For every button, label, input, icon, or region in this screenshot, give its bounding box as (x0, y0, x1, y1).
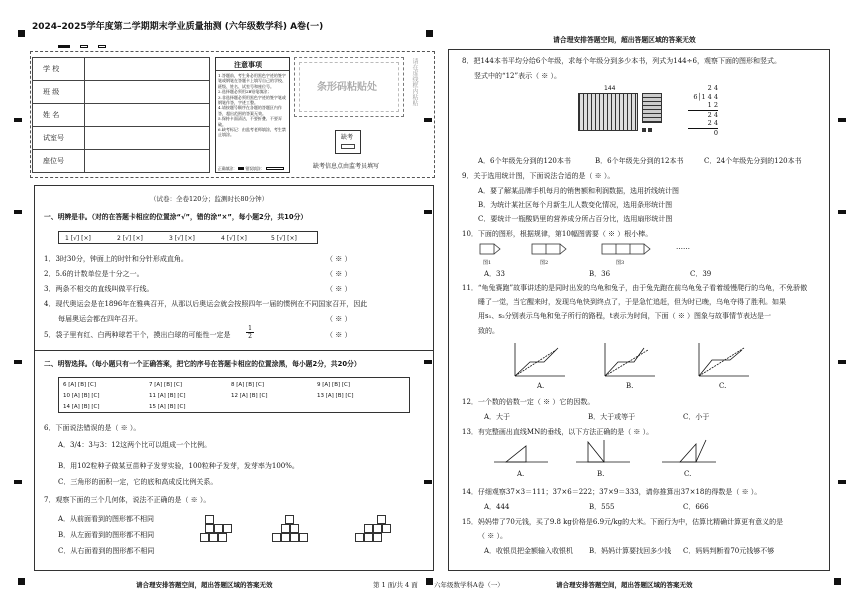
section1-bubbles (58, 231, 318, 244)
timing-mark (838, 210, 846, 214)
q14-option-a: A．444 (484, 503, 510, 511)
q15-option-a: A．收银员把金额输入收银机 (484, 547, 574, 555)
q10-pattern-figure (478, 238, 798, 270)
q12-option-b: B．大于或等于 (588, 413, 636, 421)
bubble-q3[interactable]: 3 [√] [×] (169, 235, 195, 242)
bubble-q2[interactable]: 2 [√] [×] (117, 235, 143, 242)
pattern-fig1 (480, 244, 500, 254)
q8-block-figure (574, 84, 674, 146)
q13-figure-a (492, 436, 552, 466)
name-label: 姓 名 (33, 104, 85, 127)
q11-graph-b (600, 340, 660, 380)
notice-item: 3.非选择题必须用黑色字迹的签字笔或钢笔作答，字迹工整。 (218, 94, 286, 106)
q11-graph-c (694, 340, 754, 380)
q9-option-b: B．为统计某社区每个月新生儿人数变化情况，选用条形统计图 (478, 201, 673, 209)
q8-option-a: A．6个年级先分到的120本书 (478, 157, 571, 165)
timing-mark (424, 210, 432, 214)
registration-mark (18, 30, 25, 37)
q10-option-b: B．36 (589, 270, 611, 278)
bubble-q11[interactable]: 11 [A] [B] [C] (149, 393, 186, 399)
absent-box (335, 130, 361, 154)
notice-item: 2.选择题必须用2B铅笔填涂； (218, 89, 272, 95)
barcode-area (294, 57, 404, 117)
q8-option-c: C．24个年级先分到的120本书 (704, 157, 802, 165)
school-label: 学 校 (33, 58, 85, 81)
q12-option-a: A．大于 (484, 413, 511, 421)
notice-item: 1.答题前，考生务必用黑色字迹的签字笔或钢笔在答题卡上填写自己的学校、班级、姓名、试室号和座位号。 (218, 73, 286, 89)
q6-option-a: A．3/4：3与3：12这两个比可以组成一个比例。 (58, 441, 212, 449)
q3-text: 3．两条不相交的直线叫做平行线。 (44, 285, 154, 293)
q13-option-a: A. (517, 470, 525, 478)
school-input[interactable] (85, 58, 210, 81)
q15-text-cont: （ ※ ）。 (478, 532, 507, 540)
footer-paper-name: 六年级数学科A卷（一） (434, 581, 504, 589)
notice-title: 注意事项 (234, 60, 262, 69)
q2-text: 2．5.6的计数单位是十分之一。 (44, 270, 144, 278)
q8-option-b: B．6个年级先分到的12本书 (595, 157, 684, 165)
footer-left-notice: 请合理安排答题空间，超出答题区域的答案无效 (136, 581, 273, 589)
bubble-q7[interactable]: 7 [A] [B] [C] (149, 382, 182, 388)
footer-page-number: 第 1 面/共 4 面 (373, 581, 418, 589)
bubble-q8[interactable]: 8 [A] [B] [C] (231, 382, 264, 388)
room-label: 试室号 (33, 127, 85, 150)
q4-text: 4．现代奥运会是在1896年在雅典召开，从那以后奥运会就会按照四年一届的惯例在不同国家召开，因此 (44, 300, 368, 308)
wrong-fill-label: 错误填涂： (245, 166, 265, 171)
bubble-q9[interactable]: 9 [A] [B] [C] (317, 382, 350, 388)
cube-figure-2 (272, 515, 332, 555)
room-input[interactable] (85, 127, 210, 150)
q14-text: 14．仔细观察37×3＝111；37×6＝222；37×9＝333，请你推算出37×18的得数是（ ※ ）。 (462, 488, 762, 496)
class-input[interactable] (85, 81, 210, 104)
notice-item: 5.保持卡面清洁，不要折叠、不要弄破。 (218, 116, 282, 127)
seat-label: 座位号 (33, 150, 85, 173)
q13-option-c: C. (684, 470, 692, 478)
correct-fill-label: 正确填涂： (218, 166, 237, 171)
q3-mark: （ ※ ） (326, 285, 352, 293)
timing-mark (14, 360, 22, 364)
section2-title: 二、明智选择。（每小题只有一个正确答案，把它的序号在答题卡相应的位置涂黑，每小题2分，共20分） (44, 360, 361, 368)
timing-mark (14, 210, 22, 214)
q11-option-c: C. (719, 382, 727, 390)
q7-option-a: A．从前面看到的图形都不相同 (58, 515, 155, 523)
registration-mark (18, 578, 25, 585)
name-input[interactable] (85, 104, 210, 127)
bubble-q15[interactable]: 15 [A] [B] [C] (149, 404, 186, 410)
absent-note: 缺考信息点由监考员填写 (313, 163, 380, 170)
timing-mark (838, 360, 846, 364)
q5-fraction: 1 2 (246, 325, 254, 340)
info-row-name (33, 104, 210, 127)
q10-ellipsis: …… (676, 243, 690, 251)
timing-mark (424, 480, 432, 484)
wrong-fill-sample (266, 167, 284, 170)
pattern-fig2 (532, 244, 566, 254)
class-label: 班 级 (33, 81, 85, 104)
q6-option-c: C．三角形的面积一定，它的底和高成反比例关系。 (58, 478, 218, 486)
absent-label: 缺考 (341, 134, 354, 141)
bubble-q5[interactable]: 5 [√] [×] (271, 235, 297, 242)
q5-text: 5．袋子里有红、白两种球若干个，摸出白球的可能性一定是 (44, 331, 231, 339)
info-row-seat (33, 150, 210, 173)
q11-graph-a (510, 340, 570, 380)
bubble-q12[interactable]: 12 [A] [B] [C] (231, 393, 268, 399)
timing-mark (14, 118, 22, 122)
q11-text-cont1: 睡了一觉，当它醒来时，发现乌龟快到终点了，于是急忙追赶，但为时已晚，乌龟夺得了胜利。如果 (478, 298, 786, 306)
notice-item: 6.缺考标记：由监考老师填涂，考生禁止填涂。 (218, 127, 286, 138)
page-title: 2024–2025学年度第二学期期末学业质量抽测 (六年级数学科) A卷(一) (32, 22, 324, 32)
q4-text-cont: 每届奥运会都在四年召开。 (58, 315, 142, 323)
q11-option-b: B. (626, 382, 634, 390)
timing-mark (424, 360, 432, 364)
q11-option-a: A. (537, 382, 545, 390)
bubble-q10[interactable]: 10 [A] [B] [C] (63, 393, 100, 399)
q13-figure-b (574, 436, 634, 466)
registration-mark (834, 578, 841, 585)
q9-option-c: C．要统计一瓶酸奶里的营养成分所占百分比，选用扇形统计图 (478, 215, 673, 223)
q9-option-a: A．要了解某品牌手机每月的销售额和利润数据，选用折线统计图 (478, 187, 680, 195)
info-row-school (33, 58, 210, 81)
id-marks (58, 45, 108, 49)
registration-mark (426, 30, 433, 37)
notice-box (215, 57, 290, 173)
cube-figure-3 (355, 515, 415, 555)
seat-input[interactable] (85, 150, 210, 173)
q13-option-b: B. (597, 470, 605, 478)
pattern-fig3 (602, 244, 650, 254)
q13-text: 13．有完整画出直线MN的垂线，以下方法正确的是（ ※ ）。 (462, 428, 654, 436)
q13-figure-c (660, 436, 720, 466)
q11-text-cont2: 用s₁、s₂分别表示乌龟和兔子所行的路程，t表示为时间，下面（ ※ ）图象与故事情节表达是一 (478, 312, 772, 320)
barcode-side-label: 请在虚线框内粘贴 (411, 58, 418, 106)
q7-option-b: B．从左面看到的图形都不相同 (58, 531, 155, 539)
bubble-q14[interactable]: 14 [A] [B] [C] (63, 404, 100, 410)
q2-mark: （ ※ ） (326, 270, 352, 278)
q10-option-a: A．33 (484, 270, 505, 278)
q6-option-b: B．用102粒种子做某豆苗种子发芽实验，100粒种子发芽，发芽率为100%。 (58, 462, 299, 470)
q9-text: 9．关于选用统计图，下面说法合适的是（ ※ ）。 (462, 172, 615, 180)
timing-mark (424, 118, 432, 122)
q10-option-c: C．39 (690, 270, 712, 278)
notice-item: 4.请按题号顺序在各题的答题区内作答，超出范围的答案无效。 (218, 105, 282, 116)
q10-label-3: 图3 (616, 260, 625, 266)
q4-mark: （ ※ ） (326, 315, 352, 323)
q10-label-2: 图2 (540, 260, 549, 266)
q11-text: 11．“龟兔赛跑”故事讲述的是同时出发的乌龟和兔子，由于兔先跑在前乌龟兔子看着缓慢爬行的乌龟，不免骄傲 (462, 284, 808, 292)
barcode-label: 条形码粘贴处 (317, 82, 377, 93)
q11-text-cont3: 致的。 (478, 327, 499, 335)
q10-text: 10．下面的图形，根据规律，第10幅图需要（ ※ ）根小棒。 (462, 230, 653, 238)
timing-mark (838, 480, 846, 484)
q7-text: 7．观察下面的三个几何体，说法不正确的是（ ※ ）。 (44, 496, 211, 504)
bubble-q6[interactable]: 6 [A] [B] [C] (63, 382, 96, 388)
bubble-q4[interactable]: 4 [√] [×] (221, 235, 247, 242)
info-table (32, 57, 210, 173)
section1-title: 一、明辨是非。（对的在答题卡相应的位置涂“√”，错的涂“×”，每小题2分，共10分） (44, 213, 308, 221)
bubble-q1[interactable]: 1 [√] [×] (65, 235, 91, 242)
q8-text: 8．把144本书平均分给6个年级，求每个年级分到多少本书，列式为144÷6，观察下面的图形和竖式。 (462, 57, 781, 65)
q15-text: 15．妈妈带了70元钱，买了9.8 kg价格是6.9元/kg的大米。下面行为中，估算比精确计算更有意义的是 (462, 518, 784, 526)
q8-block-label: 144 (604, 85, 616, 92)
q12-text: 12．一个数的倍数一定（ ※ ）它的因数。 (462, 398, 595, 406)
q14-option-b: B．555 (589, 503, 615, 511)
correct-fill-sample (238, 167, 244, 170)
exam-info: （试卷：全卷120分；监测时长80分钟） (150, 195, 269, 203)
q12-option-c: C．小于 (683, 413, 710, 421)
absent-fill-box[interactable] (341, 144, 355, 149)
q15-option-b: B．妈妈计算要找回多少钱 (589, 547, 672, 555)
q1-text: 1．3时30分，钟面上的时针和分针形成直角。 (44, 255, 188, 263)
section2-bubbles (58, 377, 410, 413)
timing-mark (14, 480, 22, 484)
cube-figure-1 (200, 515, 250, 555)
q10-label-1: 图1 (483, 260, 492, 266)
q7-option-c: C．从右面看到的图形都不相同 (58, 547, 155, 555)
q1-mark: （ ※ ） (326, 255, 352, 263)
info-row-room (33, 127, 210, 150)
q8-text-cont: 竖式中的“12”表示（ ※ ）。 (474, 72, 562, 80)
q15-option-c: C．妈妈判断看70元钱够不够 (683, 547, 775, 555)
footer-right-notice: 请合理安排答题空间，超出答题区域的答案无效 (556, 581, 693, 589)
right-top-notice: 请合理安排答题空间，超出答题区域的答案无效 (553, 36, 696, 44)
info-row-class (33, 81, 210, 104)
q5-mark: （ ※ ） (326, 331, 352, 339)
q14-option-c: C．666 (683, 503, 709, 511)
q8-division: 2 4 6│1 4 4 1 2 2 4 2 4 0 (688, 84, 718, 137)
bubble-q13[interactable]: 13 [A] [B] [C] (317, 393, 354, 399)
q6-text: 6．下面说法错误的是（ ※ ）。 (44, 424, 141, 432)
timing-mark (838, 118, 846, 122)
registration-mark (426, 578, 433, 585)
